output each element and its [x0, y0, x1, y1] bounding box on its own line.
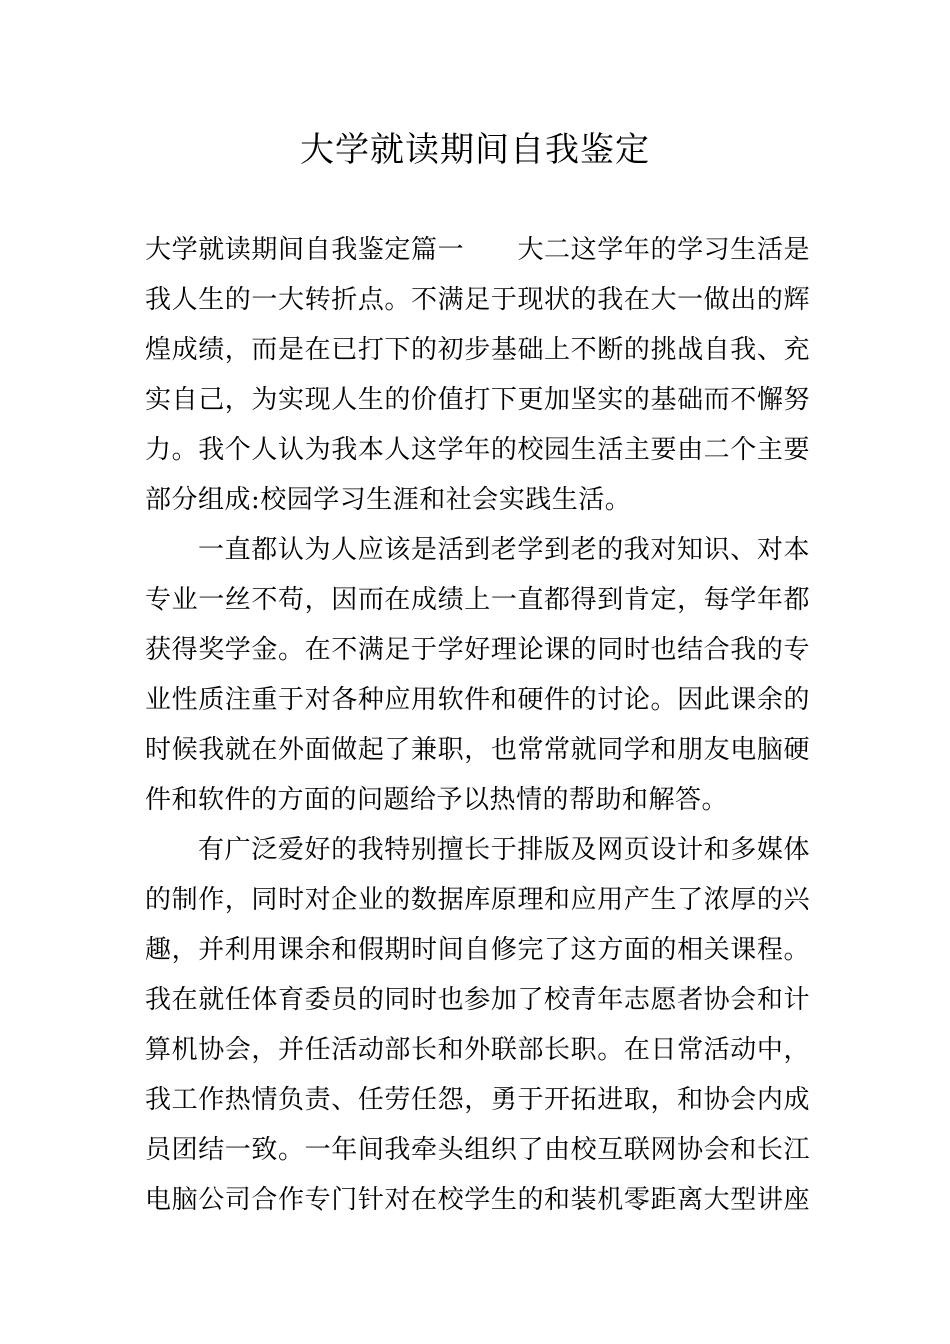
text-line: 员团结一致。一年间我牵头组织了由校互联网协会和长江 — [145, 1135, 810, 1165]
text-line: 获得奖学金。在不满足于学好理论课的同时也结合我的专 — [145, 635, 810, 665]
text-line: 部分组成:校园学习生涯和社会实践生活。 — [145, 485, 632, 515]
text-line: 件和软件的方面的问题给予以热情的帮助和解答。 — [145, 785, 729, 815]
text-line: 我工作热情负责、任劳任怨，勇于开拓进取，和协会内成 — [145, 1085, 810, 1115]
text-line: 趣，并利用课余和假期时间自修完了这方面的相关课程。 — [145, 935, 810, 965]
text-line: 力。我个人认为我本人这学年的校园生活主要由二个主要 — [145, 435, 810, 465]
text-line: 我人生的一大转折点。不满足于现状的我在大一做出的辉 — [145, 285, 810, 315]
text-line: 我在就任体育委员的同时也参加了校青年志愿者协会和计 — [145, 985, 810, 1015]
text-line: 业性质注重于对各种应用软件和硬件的讨论。因此课余的 — [145, 685, 810, 715]
text-line: 实自己，为实现人生的价值打下更加坚实的基础而不懈努 — [145, 385, 810, 415]
text-line: 一直都认为人应该是活到老学到老的我对知识、对本 — [198, 535, 810, 565]
text-line: 有广泛爱好的我特别擅长于排版及网页设计和多媒体 — [198, 835, 810, 865]
text-line: 的制作，同时对企业的数据库原理和应用产生了浓厚的兴 — [145, 885, 810, 915]
text-line: 电脑公司合作专门针对在校学生的和装机零距离大型讲座 — [145, 1185, 810, 1215]
text-line: 大学就读期间自我鉴定篇一 大二这学年的学习生活是 — [145, 235, 810, 265]
text-line: 时候我就在外面做起了兼职，也常常就同学和朋友电脑硬 — [145, 735, 810, 765]
text-line: 专业一丝不苟，因而在成绩上一直都得到肯定，每学年都 — [145, 585, 810, 615]
text-line: 算机协会，并任活动部长和外联部长职。在日常活动中， — [145, 1035, 810, 1065]
document-title: 大学就读期间自我鉴定 — [300, 130, 650, 170]
text-line: 煌成绩，而是在已打下的初步基础上不断的挑战自我、充 — [145, 335, 810, 365]
